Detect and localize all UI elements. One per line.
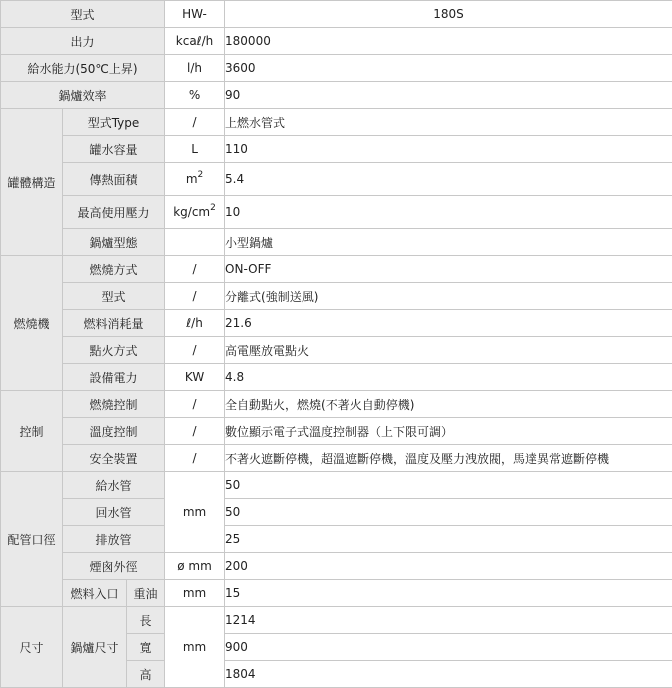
feed-value: 3600 <box>225 55 672 82</box>
burner-type-unit: / <box>165 283 225 310</box>
output-label: 出力 <box>1 28 165 55</box>
area-unit <box>165 163 225 196</box>
row-chimney <box>1 553 672 580</box>
feed-label: 給水能力(50℃上昇) <box>1 55 165 82</box>
fuel-inlet-value: 15 <box>225 580 672 607</box>
fuel-inlet-label: 燃料入口 <box>63 580 127 607</box>
row-feed <box>1 55 672 82</box>
row-burn-method <box>1 256 672 283</box>
ignition-unit: / <box>165 337 225 364</box>
burner-type-value: 分離式(強制送風) <box>225 283 672 310</box>
row-model <box>1 1 672 28</box>
efficiency-unit: % <box>165 82 225 109</box>
row-boiler-type <box>1 229 672 256</box>
temperature-control-unit: / <box>165 418 225 445</box>
control-group-label: 控制 <box>1 391 63 472</box>
pressure-unit-base: kg/cm <box>173 205 210 219</box>
structure-type-unit: / <box>165 109 225 136</box>
row-output <box>1 28 672 55</box>
row-length <box>1 607 672 634</box>
area-unit-sup: 2 <box>198 170 204 180</box>
structure-type-value: 上燃水管式 <box>225 109 672 136</box>
safety-unit: / <box>165 445 225 472</box>
row-structure-type <box>1 109 672 136</box>
power-label: 設備電力 <box>63 364 165 391</box>
pressure-value: 10 <box>225 196 672 229</box>
structure-type-label: 型式Type <box>63 109 165 136</box>
safety-value: 不著火遮斷停機，超溫遮斷停機，溫度及壓力洩放閥，馬達異常遮斷停機 <box>225 445 672 472</box>
output-unit: kcaℓ/h <box>165 28 225 55</box>
width-label: 寬 <box>127 634 165 661</box>
chimney-value: 200 <box>225 553 672 580</box>
power-value: 4.8 <box>225 364 672 391</box>
drain-pipe-value: 25 <box>225 526 672 553</box>
pressure-unit <box>165 196 225 229</box>
width-value: 900 <box>225 634 672 661</box>
row-return-pipe <box>1 499 672 526</box>
boiler-type-unit <box>165 229 225 256</box>
fuel-inlet-unit: mm <box>165 580 225 607</box>
fuel-inlet-sub: 重油 <box>127 580 165 607</box>
row-power <box>1 364 672 391</box>
ignition-value: 高電壓放電點火 <box>225 337 672 364</box>
area-value: 5.4 <box>225 163 672 196</box>
volume-value: 110 <box>225 136 672 163</box>
fuel-consumption-unit: ℓ/h <box>165 310 225 337</box>
feed-unit: l/h <box>165 55 225 82</box>
row-temperature-control <box>1 418 672 445</box>
row-combustion-control <box>1 391 672 418</box>
temperature-control-value: 數位顯示電子式溫度控制器（上下限可調） <box>225 418 672 445</box>
piping-unit: mm <box>165 472 225 553</box>
drain-pipe-label: 排放管 <box>63 526 165 553</box>
row-feed-pipe <box>1 472 672 499</box>
volume-label: 罐水容量 <box>63 136 165 163</box>
burner-type-label: 型式 <box>63 283 165 310</box>
row-burner-type <box>1 283 672 310</box>
length-value: 1214 <box>225 607 672 634</box>
efficiency-value: 90 <box>225 82 672 109</box>
pressure-unit-sup: 2 <box>210 203 216 213</box>
pressure-label: 最高使用壓力 <box>63 196 165 229</box>
row-efficiency <box>1 82 672 109</box>
row-fuel-consumption <box>1 310 672 337</box>
chimney-unit: ø mm <box>165 553 225 580</box>
fuel-consumption-value: 21.6 <box>225 310 672 337</box>
boiler-size-label: 鍋爐尺寸 <box>63 607 127 688</box>
area-unit-base: m <box>186 172 198 186</box>
model-prefix: HW- <box>165 1 225 28</box>
combustion-control-unit: / <box>165 391 225 418</box>
ignition-label: 點火方式 <box>63 337 165 364</box>
combustion-control-label: 燃燒控制 <box>63 391 165 418</box>
row-volume <box>1 136 672 163</box>
dimensions-unit: mm <box>165 607 225 688</box>
temperature-control-label: 溫度控制 <box>63 418 165 445</box>
burner-group-label: 燃燒機 <box>1 256 63 391</box>
model-label: 型式 <box>1 1 165 28</box>
burn-method-unit: / <box>165 256 225 283</box>
row-area <box>1 163 672 196</box>
row-fuel-inlet <box>1 580 672 607</box>
return-pipe-label: 回水管 <box>63 499 165 526</box>
feed-pipe-value: 50 <box>225 472 672 499</box>
height-label: 高 <box>127 661 165 688</box>
row-ignition <box>1 337 672 364</box>
safety-label: 安全裝置 <box>63 445 165 472</box>
structure-group-label: 罐體構造 <box>1 109 63 256</box>
volume-unit: L <box>165 136 225 163</box>
height-value: 1804 <box>225 661 672 688</box>
fuel-consumption-label: 燃料消耗量 <box>63 310 165 337</box>
dimensions-group-label: 尺寸 <box>1 607 63 688</box>
row-safety <box>1 445 672 472</box>
area-label: 傳熱面積 <box>63 163 165 196</box>
burn-method-value: ON-OFF <box>225 256 672 283</box>
burn-method-label: 燃燒方式 <box>63 256 165 283</box>
piping-group-label: 配管口徑 <box>1 472 63 607</box>
model-value: 180S <box>225 1 672 28</box>
return-pipe-value: 50 <box>225 499 672 526</box>
combustion-control-value: 全自動點火，燃燒(不著火自動停機) <box>225 391 672 418</box>
output-value: 180000 <box>225 28 672 55</box>
feed-pipe-label: 給水管 <box>63 472 165 499</box>
length-label: 長 <box>127 607 165 634</box>
boiler-type-value: 小型鍋爐 <box>225 229 672 256</box>
row-pressure <box>1 196 672 229</box>
chimney-label: 煙囪外徑 <box>63 553 165 580</box>
boiler-type-label: 鍋爐型態 <box>63 229 165 256</box>
power-unit: KW <box>165 364 225 391</box>
efficiency-label: 鍋爐效率 <box>1 82 165 109</box>
row-drain-pipe <box>1 526 672 553</box>
